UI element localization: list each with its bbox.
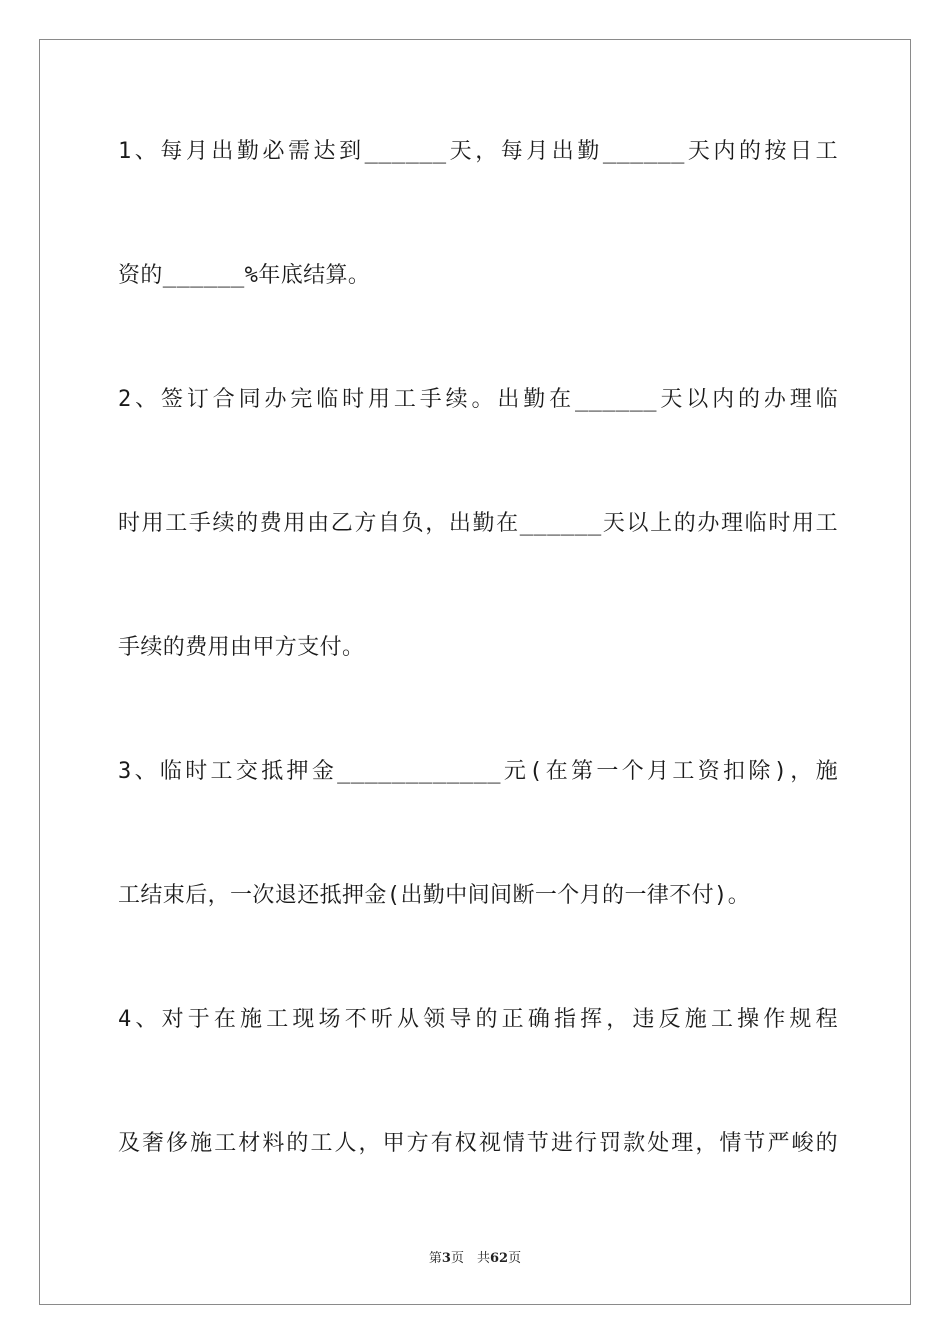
page-border bbox=[39, 39, 911, 1305]
text-line-4: 时用工手续的费用由乙方自负，出勤在______天以上的办理临时用工 bbox=[118, 511, 838, 536]
text-line-9: 及奢侈施工材料的工人，甲方有权视情节进行罚款处理，情节严峻的 bbox=[118, 1131, 838, 1156]
text-line-8: 4、对于在施工现场不听从领导的正确指挥，违反施工操作规程 bbox=[118, 1007, 838, 1032]
page-footer bbox=[0, 1247, 950, 1266]
footer-current-page: 3 bbox=[441, 1251, 451, 1266]
text-line-5: 手续的费用由甲方支付。 bbox=[118, 635, 365, 660]
text-line-2: 资的______%年底结算。 bbox=[118, 263, 371, 288]
text-line-3: 2、签订合同办完临时用工手续。出勤在______天以内的办理临 bbox=[118, 387, 838, 412]
footer-suffix: 页 bbox=[508, 1251, 522, 1266]
footer-prefix: 第 bbox=[428, 1251, 442, 1266]
footer-total-pages: 62 bbox=[489, 1251, 509, 1266]
footer-middle: 页 共 bbox=[450, 1251, 490, 1266]
text-line-7: 工结束后，一次退还抵押金(出勤中间间断一个月的一律不付)。 bbox=[118, 883, 751, 908]
text-line-1: 1、每月出勤必需达到______天，每月出勤______天内的按日工 bbox=[118, 139, 838, 164]
text-line-6: 3、临时工交抵押金____________元(在第一个月工资扣除)，施 bbox=[118, 759, 838, 784]
